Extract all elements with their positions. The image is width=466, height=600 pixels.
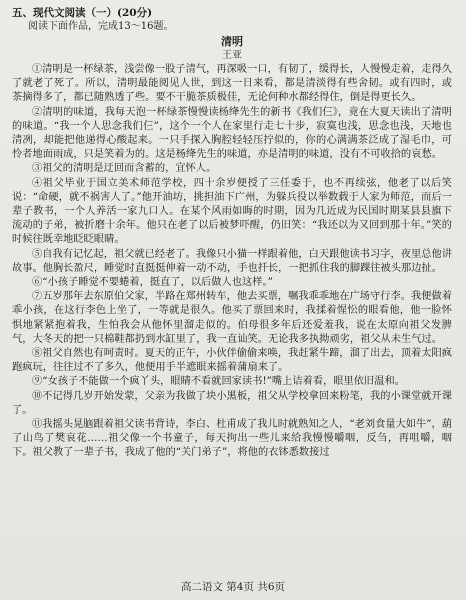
paragraph-10: ⑩不记得几岁开始发蒙，父亲为我做了块小黑板，祖父从学校拿回来粉笔，我的小课堂就开课了。 xyxy=(12,390,452,416)
paragraph-7: ⑦五岁那年去东原伯父家，半路在郑州转车，他去买票，嘱我乖乖地在广场守行李。我便做着乖小孩，在这行李色上坐了，一等就是很久。他买了票回来时，我揉着惺忪的眼看他，他一脸怀惧地紧紧抱着我，生怕我会从他怀里溜走似的。伯母很多年后还爱羞我，说在太原向祖父发脾气，大冬天的把一只棉鞋都扔到水缸里了，我一直讪笑。无论我多执拗顽劣，祖父从未生气过。 xyxy=(12,291,452,345)
section-instruction: 阅读下面作品，完成13～16题。 xyxy=(28,21,174,32)
paragraph-2: ②清明的味道，我每天泡一杯绿茶慢慢读杨绛先生的新书《我们仨》，竟在大夏天读出了清明的味道。“我一个人思念我们仨”，这个一个人在家里行走七十步，寂寞也浅，思念也浅，天地也清冽，却能把他递得心酸起来。一只手探入胸腔轻轻压拧似的，你的心满满茶泛成了湿毛巾，可怜者地面雨成，只是笑着为的。这是杨绛先生的味道，亦是清明的味道，没有不可收拾的哀愁。 xyxy=(12,106,452,161)
section-heading: 五、现代文阅读（一）(20分) xyxy=(12,7,153,19)
article-author: 王亚 xyxy=(222,50,242,61)
paragraph-6: ⑥“小孩子睡觉不要蜷着，挺直了，以后做人也这样。” xyxy=(32,277,273,289)
paragraph-5: ⑤自我有记忆起，祖父就已经老了。我像只小猫一样跟着他，白天跟他读书习字，夜里总他讲故事。他胸长盈尺，睡觉时直挺挺伸着一动不动，手也扦长，一把抓住我的脚踝往被头那边扯。 xyxy=(12,248,452,274)
article-body xyxy=(12,63,452,461)
page-footer: 高二语文 第4页 共6页 xyxy=(180,581,286,593)
paragraph-8: ⑧祖父自然也有呵责时。夏天的正午，小伙伴偷偷来唤，我赶紧牛蹄，溜了出去，顶着太阳疯跑疯玩，往往过不了多久，他便用手半遮眼来摇着蒲扇来了。 xyxy=(12,348,452,374)
paragraph-9: ⑨“女孩子不能做一个疯丫头，眼睛不看就回家读书!”嘴上诘着看，眼里依旧温和。 xyxy=(32,376,405,388)
paragraph-4: ④祖父毕业于国立美术师范学校，四十余岁便授了三任委于，也不再续弦，他老了以后笑说：“命硬，就不祸害人了。”他开油坊，挑担油下广州，为躲兵役以举数载于人家为师范，而后一辈子教书，一个人养活一家九口人。在某个风雨如晦的时期，因为几近成为民国时期某县县旗下流动的子弟，被折磨十余年。他只在老了以后被梦吓醒，仍旧笑：“我还以为又回到那十年。”笑的时候往既幸地眨眨眼睛。 xyxy=(12,177,452,246)
article-title: 清明 xyxy=(221,35,243,48)
paragraph-3: ③祖父的清明是迂回而含蓄的，宜怀人。 xyxy=(32,163,217,175)
paragraph-11: ⑪我摇头晃脑跟着祖父读书背诗，李白、杜甫成了我儿时就熟知之人，“老刘食量大如牛”，葫了山鸟了樊哀花……祖父像一个书童子，每天拘出一些儿来给我慢慢嚼咽，反刍，再咀嚼，咽下。祖父教了一辈子书，我成了他的“关门弟子”，将他的衣钵悉数接过 xyxy=(12,419,453,459)
paragraph-1: ①清明是一杯绿茶，浅尝像一股子清气，再深吸一口，有韧了，缓得长，人慢慢走着，走得久了就老了死了。所以，清明最能阅见人世，到这一日来看，都是清淡得有些舍韧。或有四时，或茶摘得多了，都已随熟透了些。要不干脆茶质极佳，无论何种水都经得住，倒是得更长久。 xyxy=(12,64,452,104)
